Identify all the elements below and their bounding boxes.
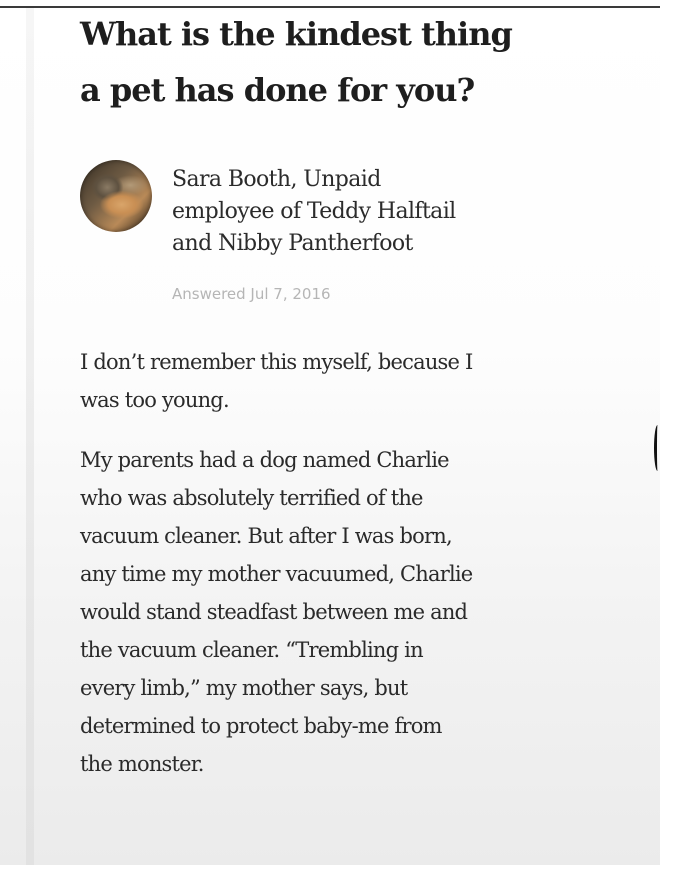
answer-line: would stand steadfast between me and xyxy=(80,600,468,624)
question-title-line: What is the kindest thing xyxy=(80,15,512,53)
question-title-line: a pet has done for you? xyxy=(80,71,475,109)
author-credential[interactable] xyxy=(172,164,612,260)
answer-paragraph-2 xyxy=(80,441,640,783)
answer-paragraph-1 xyxy=(80,343,640,419)
answer-body xyxy=(80,343,640,805)
answer-line: any time my mother vacuumed, Charlie xyxy=(80,562,473,586)
answer-line: determined to protect baby-me from xyxy=(80,714,442,738)
answer-line: was too young. xyxy=(80,388,229,412)
answer-line: the vacuum cleaner. “Trembling in xyxy=(80,638,423,662)
scroll-indicator[interactable] xyxy=(654,425,661,471)
answer-line: every limb,” my mother says, but xyxy=(80,676,408,700)
answer-line: I don’t remember this myself, because I xyxy=(80,350,473,374)
answer-line: My parents had a dog named Charlie xyxy=(80,448,449,472)
answer-line: the monster. xyxy=(80,752,204,776)
author-credential-line: employee of Teddy Halftail xyxy=(172,199,456,224)
cat-photo-avatar-icon[interactable] xyxy=(80,160,152,232)
answer-line: vacuum cleaner. But after I was born, xyxy=(80,524,452,548)
author-name-line: Sara Booth, Unpaid xyxy=(172,167,381,192)
author-credential-line: and Nibby Pantherfoot xyxy=(172,231,413,256)
left-margin-shadow xyxy=(26,8,34,865)
answer-line: who was absolutely terrified of the xyxy=(80,486,423,510)
question-title[interactable] xyxy=(80,6,640,118)
answered-date[interactable]: Answered Jul 7, 2016 xyxy=(172,285,331,303)
